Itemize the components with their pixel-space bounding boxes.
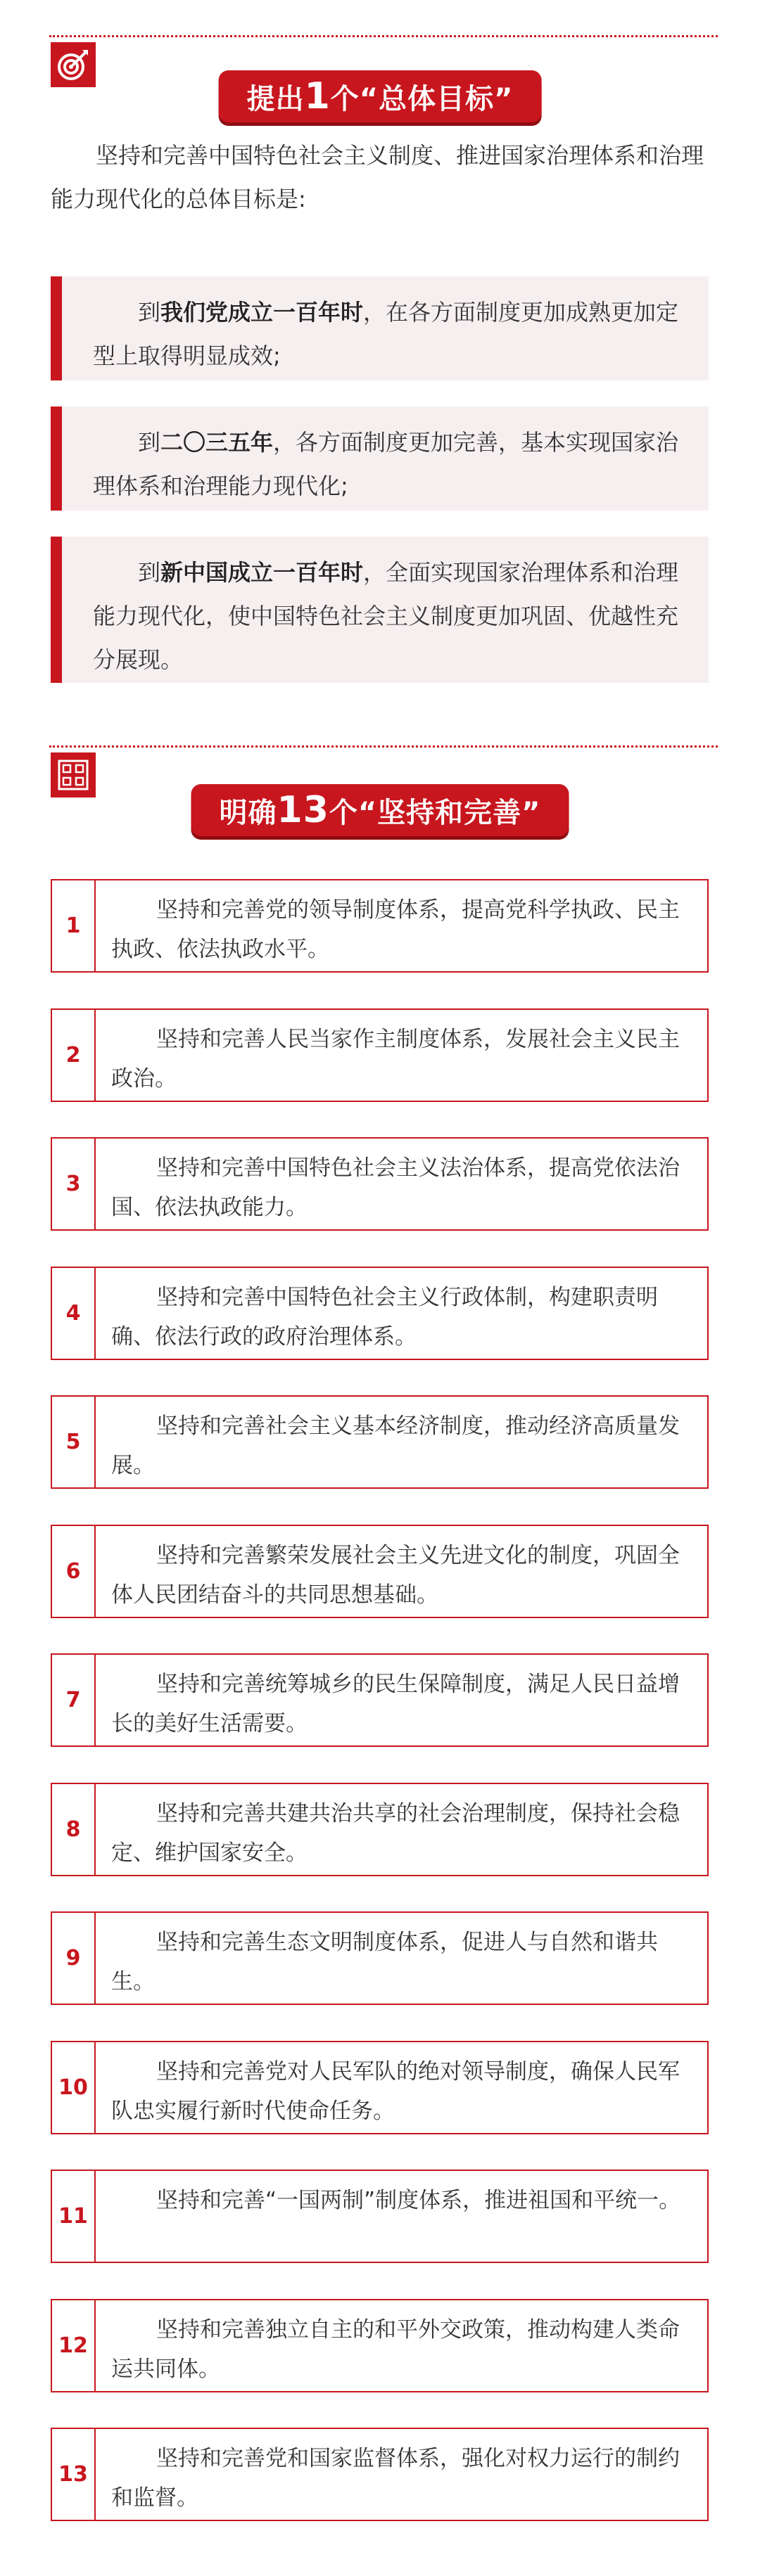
principle-number: 8 — [52, 1784, 96, 1875]
principle-row — [51, 1783, 709, 1876]
principle-text: 坚持和完善中国特色社会主义法治体系，提高党依法治国、依法执政能力。 — [111, 1155, 680, 1220]
principle-number: 10 — [52, 2042, 96, 2133]
goal-text-pre: 到 — [138, 299, 161, 326]
principle-text-wrap — [96, 1139, 707, 1229]
principle-row — [51, 2299, 709, 2392]
principle-number: 7 — [52, 1655, 96, 1745]
principle-text: 坚持和完善“一国两制”制度体系，推进祖国和平统一。 — [156, 2188, 681, 2213]
checklist-icon — [51, 752, 96, 797]
principle-text: 坚持和完善党和国家监督体系，强化对权力运行的制约和监督。 — [111, 2446, 680, 2511]
intro-paragraph: 坚持和完善中国特色社会主义制度、推进国家治理体系和治理能力现代化的总体目标是: — [51, 142, 704, 212]
principle-text: 坚持和完善社会主义基本经济制度，推动经济高质量发展。 — [111, 1414, 680, 1478]
principle-text: 坚持和完善人民当家作主制度体系，发展社会主义民主政治。 — [111, 1027, 680, 1091]
principle-number: 11 — [52, 2171, 96, 2262]
principle-number: 6 — [52, 1526, 96, 1617]
principle-number: 3 — [52, 1139, 96, 1229]
principle-text-wrap — [96, 2042, 707, 2133]
principle-text: 坚持和完善独立自主的和平外交政策，推动构建人类命运共同体。 — [111, 2317, 680, 2382]
goal-box-3 — [51, 537, 709, 683]
principle-number: 5 — [52, 1397, 96, 1487]
principle-row — [51, 2041, 709, 2134]
goal-box-1 — [51, 276, 709, 380]
principle-row — [51, 1653, 709, 1747]
banner-suffix: 个“坚持和完善” — [329, 797, 541, 829]
principle-text: 坚持和完善生态文明制度体系，促进人与自然和谐共生。 — [111, 1930, 658, 1994]
banner-number: 13 — [277, 789, 329, 831]
principle-text-wrap — [96, 1397, 707, 1487]
principle-text-wrap — [96, 1913, 707, 2004]
banner-suffix: 个“总体目标” — [330, 83, 514, 115]
principle-row — [51, 1911, 709, 2005]
principle-text-wrap — [96, 1268, 707, 1359]
principle-text-wrap — [96, 1526, 707, 1617]
principle-text: 坚持和完善繁荣发展社会主义先进文化的制度，巩固全体人民团结奋斗的共同思想基础。 — [111, 1543, 680, 1608]
goal-text-post: ，在各方面制度更加成熟更加定型上取得明显成效; — [93, 299, 679, 369]
principle-text-wrap — [96, 2429, 707, 2520]
target-icon — [51, 42, 96, 87]
principle-text: 坚持和完善统筹城乡的民生保障制度，满足人民日益增长的美好生活需要。 — [111, 1672, 680, 1736]
goal-highlight: 新中国成立一百年时 — [160, 559, 364, 586]
principle-number: 12 — [52, 2300, 96, 2391]
principle-text: 坚持和完善党的领导制度体系，提高党科学执政、民主执政、依法执政水平。 — [111, 897, 680, 962]
principle-number: 9 — [52, 1913, 96, 2004]
section2-dotted-divider — [49, 745, 718, 748]
principle-text-wrap — [96, 2171, 707, 2262]
principle-number: 2 — [52, 1010, 96, 1101]
principle-text: 坚持和完善中国特色社会主义行政体制，构建职责明确、依法行政的政府治理体系。 — [111, 1285, 658, 1350]
banner-prefix: 明确 — [219, 797, 277, 829]
principle-row — [51, 1525, 709, 1618]
goal-box-2 — [51, 406, 709, 511]
principle-text: 坚持和完善共建共治共享的社会治理制度，保持社会稳定、维护国家安全。 — [111, 1801, 680, 1866]
goal-text-pre: 到 — [138, 429, 161, 456]
principle-row — [51, 1267, 709, 1360]
section1-banner — [219, 70, 542, 122]
principle-row — [51, 1137, 709, 1231]
goal-text-post: ，各方面制度更加完善，基本实现国家治理体系和治理能力现代化; — [93, 429, 679, 499]
principle-number: 4 — [52, 1268, 96, 1359]
banner-prefix: 提出 — [246, 83, 305, 115]
banner-number: 1 — [304, 75, 331, 117]
principle-row — [51, 879, 709, 973]
principle-row — [51, 1008, 709, 1102]
goal-text-post: ，全面实现国家治理体系和治理能力现代化，使中国特色社会主义制度更加巩固、优越性充分展现。 — [93, 559, 679, 673]
principle-number: 13 — [52, 2429, 96, 2520]
principle-row — [51, 2428, 709, 2521]
principle-text-wrap — [96, 1010, 707, 1101]
goal-highlight: 二〇三五年 — [160, 429, 274, 456]
principle-text-wrap — [96, 1655, 707, 1745]
top-dotted-divider — [49, 35, 718, 37]
principle-text-wrap — [96, 1784, 707, 1875]
principle-text: 坚持和完善党对人民军队的绝对领导制度，确保人民军队忠实履行新时代使命任务。 — [111, 2059, 680, 2124]
goal-highlight: 我们党成立一百年时 — [160, 299, 364, 326]
principle-number: 1 — [52, 880, 96, 971]
section2-banner — [191, 784, 569, 836]
goal-text-pre: 到 — [138, 559, 161, 586]
principle-text-wrap — [96, 2300, 707, 2391]
principle-row — [51, 2170, 709, 2263]
principle-text-wrap — [96, 880, 707, 971]
principle-row — [51, 1395, 709, 1489]
